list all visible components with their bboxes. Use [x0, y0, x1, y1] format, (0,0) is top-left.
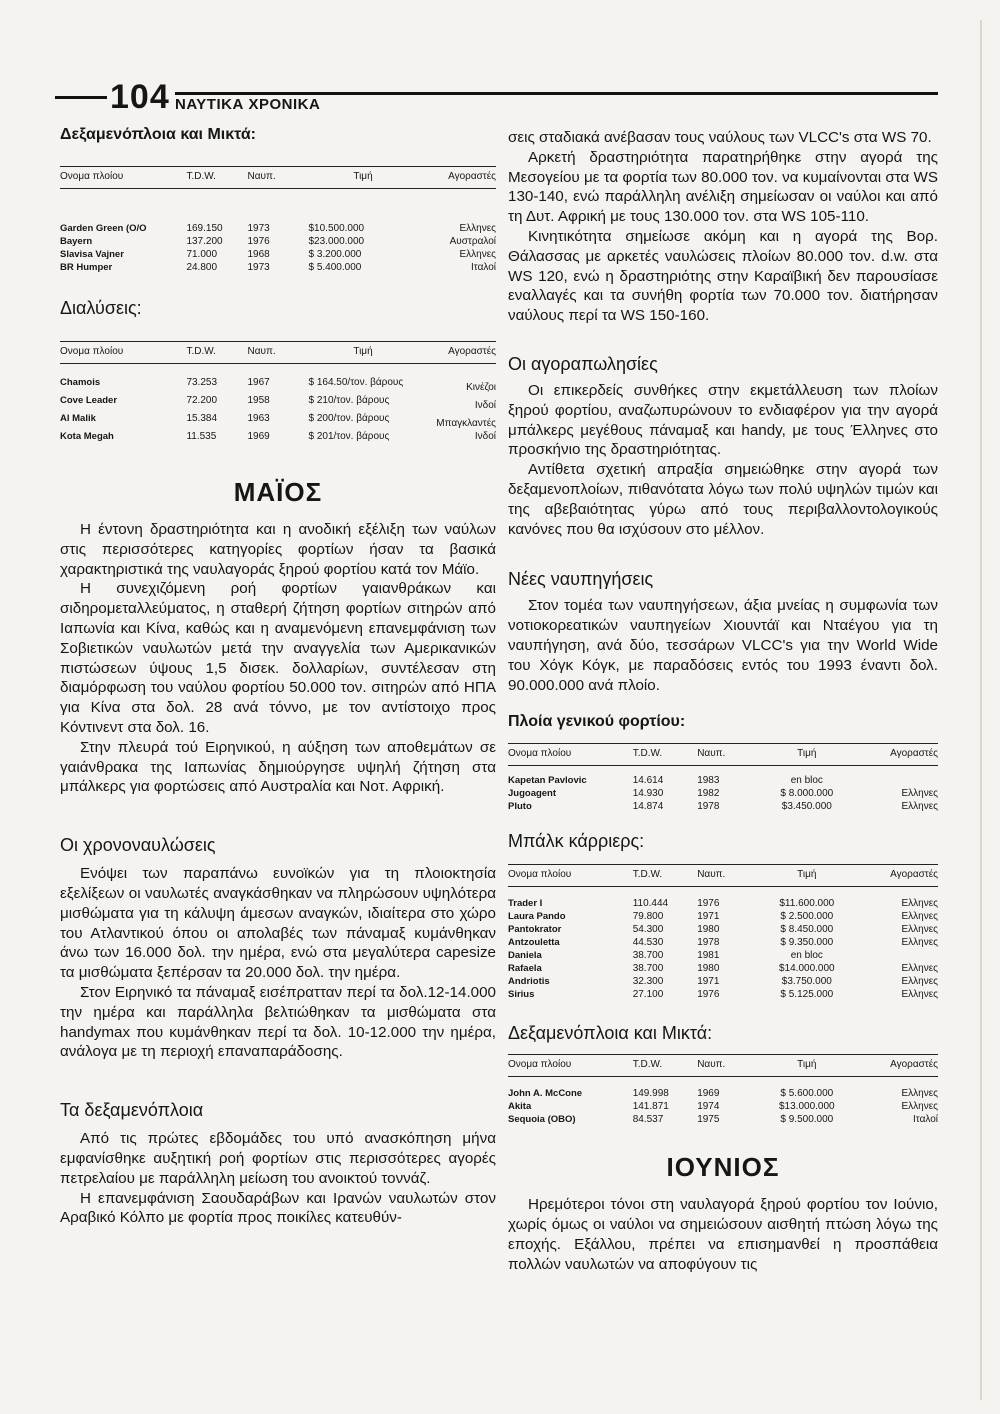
ship-price: $ 201/τον. βάρους [308, 431, 390, 442]
ship-built: 1982 [697, 788, 720, 800]
section-title: Οι αγοραπωλησίες [508, 353, 658, 374]
ship-built: 1968 [247, 249, 270, 260]
section-title: Νέες ναυπηγήσεις [508, 569, 654, 590]
month-heading: ΜΑΪΟΣ [233, 477, 323, 507]
col-header-built: Ναυπ. [247, 167, 308, 189]
ship-tdw: 11.535 [186, 431, 217, 442]
table-header-row [508, 1055, 938, 1077]
ship-built: 1973 [247, 262, 270, 273]
tankers-table-2 [508, 1054, 938, 1126]
ship-buyers: Ελληνες [901, 1101, 938, 1113]
col-header-tdw: T.D.W. [633, 1055, 698, 1077]
tankers-text-section [60, 1100, 496, 1228]
paragraph: Στον Ειρηνικό τα πάναμαξ εισέπρατταν περί τα δολ.12-14.000 την ημέρα και παράλληλα βελτιώθηκαν τα μισθώματα στα handymax που κυμάνθηκαν περί τα δολ. 10-12.000 την ημέρα, ανάλογα με τη περιοχή επαναπαράδοσης. [60, 983, 496, 1061]
table-header-row [60, 167, 496, 189]
col-header-price: Τιμή [757, 744, 856, 766]
demolitions-table [60, 341, 496, 443]
ship-built: 1980 [697, 963, 720, 975]
paragraph: σεις σταδιακά ανέβασαν τους ναύλους των VLCC's στα WS 70. [508, 129, 932, 146]
table-row [60, 235, 496, 248]
ship-price: $11.600.000 [779, 898, 835, 910]
ship-tdw: 38.700 [632, 963, 664, 975]
may-section [60, 477, 496, 797]
ship-built: 1971 [697, 911, 720, 923]
ship-name: Cove Leader [60, 395, 118, 406]
ship-tdw: 38.700 [632, 950, 664, 962]
tankers-continued [508, 128, 938, 326]
ship-name: Daniela [508, 950, 542, 962]
ship-buyers: Ελληνες [901, 989, 938, 1001]
table-header-row [60, 342, 496, 364]
ship-built: 1969 [247, 431, 270, 442]
paragraph: Κινητικότητα σημείωσε ακόμη και η αγορά της Βορ. Θάλασσας με αρκετές ναυλώσεις πλοίων 80.000 τον. d.w. στα WS 120, ενώ η δραστηριότης στην Καραϊβική δεν παρουσίασε εναλλαγές και τα συνήθη φορτία των 70.000 τον. διατήρησαν ναύλους περί τα WS 150-160. [508, 227, 938, 325]
col-header-name: Ονομα πλοίου [508, 744, 633, 766]
col-header-buyers: Αγοραστές [418, 167, 497, 189]
ship-built: 1981 [697, 950, 720, 962]
ship-tdw: 15.384 [186, 413, 218, 424]
ship-tdw: 14.874 [632, 801, 664, 813]
ship-built: 1983 [697, 775, 720, 787]
ship-name: Al Malik [60, 413, 96, 424]
ship-price: $ 210/τον. βάρους [308, 395, 390, 406]
paragraph: Στον τομέα των ναυπηγήσεων, άξια μνείας η συμφωνία των νοτιοκορεατικών ναυπηγείων Χιουντάϊ και Νταέγου για τη ναυπήγηση, ανά δύο, τεσσάρων VLCC's για την World Wide του Χόγκ Κόγκ, με παραδόσεις εντός του 1993 έναντι δολ. 90.000.000 ανά πλοίο. [508, 597, 938, 694]
paragraph: Η επανεμφάνιση Σαουδαράβων και Ιρανών ναυλωτών στον Αραβικό Κόλπο με φορτία προς ποικίλες κατευθύν- [60, 1189, 496, 1227]
paragraph: Στην πλευρά τού Ειρηνικού, η αύξηση των αποθεμάτων σε γαιάνθρακα της Ιαπωνίας δημιούργησε υψηλή ζήτηση στα μπάλκερς για φορτώσεις από Αυστραλία και Νοτ. Αφρική. [60, 738, 496, 796]
col-header-buyers: Αγοραστές [856, 865, 938, 887]
paragraph: Αντίθετα σχετική απραξία σημειώθηκε στην αγορά των δεξαμενοπλοίων, πιθανότατα λόγω των πολύ υψηλών τιμών και της αβεβαιότητας γύρω από τους περιβαλλοντολογικούς κανόνες που θα ισχύσουν στο μέλλον. [508, 461, 938, 538]
col-header-price: Τιμή [309, 167, 418, 189]
ship-price: en bloc [790, 950, 823, 962]
ship-name: Slavisa Vajner [60, 249, 124, 260]
ship-name: Rafaela [508, 963, 542, 975]
table-row [60, 376, 496, 394]
col-header-built: Ναυπ. [247, 342, 308, 364]
paragraph: Η έντονη δραστηριότητα και η ανοδική εξέλιξη των ναύλων στις περισσότερες κατηγορίες φορτίων ήσαν τα βασικά χαρακτηριστικά της ναυλαγοράς ξηρού φορτίου κατά τον Μάϊο. [60, 521, 496, 578]
ship-name: Pantokrator [508, 924, 562, 936]
ship-built: 1963 [247, 413, 270, 424]
ship-buyers: Ελληνες [901, 937, 938, 949]
ship-tdw: 137.200 [186, 236, 223, 247]
table-row [60, 261, 496, 274]
table-row [508, 897, 938, 910]
timecharters-section [60, 835, 496, 1062]
ship-tdw: 24.800 [186, 262, 218, 273]
ship-buyers: Ιταλοί [471, 262, 496, 273]
ship-name: Trader I [508, 898, 543, 910]
col-header-buyers: Αγοραστές [856, 744, 938, 766]
ship-price: $13.000.000 [779, 1101, 835, 1113]
ship-price: $3.750.000 [781, 976, 832, 988]
ship-buyers [856, 774, 938, 787]
ship-built: 1973 [247, 223, 270, 234]
ship-price: $ 9.350.000 [780, 937, 834, 949]
ship-tdw: 149.998 [632, 1088, 669, 1100]
section-title: Τα δεξαμενόπλοια [60, 1100, 204, 1121]
ship-buyers: Ελληνες [901, 898, 938, 910]
ship-name: Sequoia (OBO) [508, 1114, 576, 1126]
col-header-price: Τιμή [309, 342, 418, 364]
ship-name: Bayern [60, 236, 93, 247]
col-header-tdw: T.D.W. [633, 744, 698, 766]
ship-price: $ 5.400.000 [308, 262, 362, 273]
sales-section [508, 354, 938, 539]
ship-buyers: Ιταλοί [913, 1114, 938, 1126]
ship-name: Laura Pando [508, 911, 566, 923]
ship-price: $14.000.000 [779, 963, 835, 975]
ship-tdw: 14.930 [632, 788, 664, 800]
table-row [508, 1113, 938, 1126]
ship-price: $ 200/τον. βάρους [308, 413, 390, 424]
ship-name: John A. McCone [508, 1088, 583, 1100]
table-row [508, 800, 938, 813]
general-cargo-table [508, 743, 938, 813]
table-row [508, 1100, 938, 1113]
ship-price: en bloc [790, 775, 823, 787]
ship-tdw: 54.300 [632, 924, 664, 936]
col-header-built: Ναυπ. [697, 744, 757, 766]
ship-buyers: Ελληνες [901, 963, 938, 975]
tankers-section-1 [60, 126, 496, 274]
right-column [508, 128, 938, 1275]
col-header-name: Ονομα πλοίου [508, 865, 633, 887]
ship-built: 1976 [697, 989, 720, 1001]
paragraph: Ενόψει των παραπάνω ευνοϊκών για τη πλοιοκτησία εξελίξεων οι ναυλωτές αναγκάσθηκαν να πληρώσουν υψηλότερα μισθώματα για τη κάλυψη άμεσων αναγκών, ιδιαίτερα στο χώρο του Ατλαντικού όπου οι απολαβές των πάναμαξ κυμάνθηκαν άνω των 16.000 δολ. την ημέρα, ενώ στα μεγαλύτερα capesize τα μισθώματα ξεπέρσαν τα 20.000 δολ. την ημέρα. [60, 865, 496, 982]
ship-price: $ 164.50/τον. βάρους [308, 377, 404, 388]
ship-name: Sirius [508, 989, 535, 1001]
table-row [508, 962, 938, 975]
ship-tdw: 141.871 [632, 1101, 669, 1113]
june-section [508, 1152, 938, 1274]
col-header-name: Ονομα πλοίου [60, 167, 186, 189]
ship-price: $ 8.000.000 [780, 788, 834, 800]
ship-built: 1978 [697, 937, 720, 949]
ship-tdw: 27.100 [632, 989, 664, 1001]
ship-built: 1974 [697, 1101, 720, 1113]
ship-price: $23.000.000 [308, 236, 365, 247]
ship-tdw: 71.000 [186, 249, 218, 260]
col-header-built: Ναυπ. [697, 865, 757, 887]
ship-price: $10.500.000 [308, 223, 365, 234]
table-row [508, 910, 938, 923]
ship-name: Kota Megah [60, 431, 114, 442]
ship-name: Pluto [508, 801, 532, 813]
ship-buyers [856, 949, 938, 962]
ship-buyers: Ινδοί [474, 431, 496, 442]
ship-buyers: Ελληνες [901, 976, 938, 988]
ship-built: 1980 [697, 924, 720, 936]
section-title: Δεξαμενόπλοια και Μικτά: [60, 126, 256, 143]
ship-name: BR Humper [60, 262, 113, 273]
ship-buyers: Ελληνες [901, 924, 938, 936]
header-rule-left [55, 96, 107, 99]
ship-buyers: Αυστραλοί [449, 236, 496, 247]
section-title: Πλοία γενικού φορτίου: [508, 713, 686, 731]
page-number: 104 [110, 78, 170, 116]
header-rule-right [175, 92, 938, 95]
ship-built: 1967 [247, 377, 270, 388]
col-header-name: Ονομα πλοίου [508, 1055, 633, 1077]
section-title: Οι χρονοναυλώσεις [60, 835, 216, 856]
ship-built: 1958 [247, 395, 270, 406]
table-row [508, 975, 938, 988]
ship-tdw: 72.200 [186, 395, 218, 406]
ship-price: $ 5.600.000 [780, 1088, 834, 1100]
ship-buyers: Ελληνες [901, 911, 938, 923]
paragraph: Οι επικερδείς συνθήκες στην εκμετάλλευση των πλοίων ξηρού φορτίου, αναζωπυρώνουν το ενδιαφέρον για την αγορά μπάλκερς μεγέθους πάναμαξ και handy, με τους Έλληνες στο προσκήνιο της δραστηριότητας. [508, 381, 938, 459]
col-header-name: Ονομα πλοίου [60, 342, 186, 364]
table-header-row [508, 865, 938, 887]
table-header-row [508, 744, 938, 766]
table-row [60, 209, 496, 235]
newbuildings-section [508, 569, 938, 695]
general-cargo-section [508, 713, 938, 813]
page-edge [980, 20, 982, 1400]
ship-buyers: Ελληνες [901, 1088, 938, 1100]
table-row [508, 936, 938, 949]
section-title: Μπάλκ κάρριερς: [508, 831, 645, 852]
table-row [508, 787, 938, 800]
ship-buyers: Κινέζοι [466, 382, 496, 393]
bulk-carriers-section [508, 831, 938, 1001]
ship-tdw: 32.300 [632, 976, 664, 988]
col-header-tdw: T.D.W. [633, 865, 698, 887]
ship-buyers: Μπαγκλαντές [436, 418, 496, 429]
ship-name: Andriotis [508, 976, 550, 988]
ship-built: 1978 [697, 801, 720, 813]
tankers-section-2 [508, 1023, 938, 1126]
paragraph: Από τις πρώτες εβδομάδες του υπό ανασκόπηση μήνα εμφανίσθηκε αυξητική ροή φορτίων στις περισσότερες αγορές πετρελαίου με παράλληλη μείωση του ανοικτού τοννάζ. [60, 1130, 496, 1187]
table-row [508, 1087, 938, 1100]
ship-price: $ 3.200.000 [308, 249, 362, 260]
ship-buyers: Ελληνες [901, 788, 938, 800]
month-heading: ΙΟΥΝΙΟΣ [666, 1152, 780, 1183]
ship-built: 1976 [247, 236, 270, 247]
table-row [508, 923, 938, 936]
ship-name: Chamois [60, 377, 101, 388]
col-header-built: Ναυπ. [697, 1055, 757, 1077]
table-row [60, 412, 496, 430]
ship-name: Akita [508, 1101, 532, 1113]
col-header-price: Τιμή [757, 1055, 856, 1077]
ship-name: Kapetan Pavlovic [508, 775, 587, 787]
bulk-carriers-table [508, 864, 938, 1001]
ship-tdw: 73.253 [186, 377, 218, 388]
ship-name: Antzouletta [508, 937, 560, 949]
section-title: Διαλύσεις: [60, 298, 142, 318]
ship-name: Jugoagent [508, 788, 557, 800]
ship-built: 1976 [697, 898, 720, 910]
ship-built: 1971 [697, 976, 720, 988]
table-row [508, 988, 938, 1001]
col-header-buyers: Αγοραστές [418, 342, 497, 364]
ship-price: $3.450.000 [781, 801, 832, 813]
ship-tdw: 84.537 [632, 1114, 664, 1126]
col-header-tdw: T.D.W. [186, 167, 247, 189]
table-row [60, 430, 496, 443]
ship-tdw: 110.444 [632, 898, 669, 910]
left-column [60, 126, 496, 1228]
table-row [60, 248, 496, 261]
ship-price: $ 5.125.000 [780, 989, 834, 1001]
ship-price: $ 9.500.000 [780, 1114, 834, 1126]
ship-tdw: 14.614 [632, 775, 664, 787]
col-header-price: Τιμή [757, 865, 856, 887]
ship-name: Garden Green (O/O [60, 223, 147, 234]
paragraph: Αρκετή δραστηριότητα παρατηρήθηκε στην αγορά της Μεσογείου με τα φορτία των 80.000 τον. να κυμαίνονται στα WS 130-140, ενώ παράλληλη ανέλιξη σημείωσαν οι ναύλοι και από τη Δυτ. Αφρική με τους 130.000 τον. στα WS 105-110. [508, 148, 938, 226]
paragraph: Ηρεμότεροι τόνοι στη ναυλαγορά ξηρού φορτίου τον Ιούνιο, χωρίς όμως οι ναύλοι να σημειώσουν αισθητή πτώση λόγω της εποχής. Εξάλλου, πρέπει να επισημανθεί η προσπάθεια πολλών ναυλωτών να αποφύγουν τις [508, 1196, 938, 1273]
ship-buyers: Ελληνες [901, 801, 938, 813]
ship-tdw: 79.800 [632, 911, 664, 923]
publication-title: ΝΑΥΤΙΚΑ ΧΡΟΝΙΚΑ [175, 96, 321, 113]
ship-tdw: 169.150 [186, 223, 223, 234]
ship-buyers: Ελληνες [459, 223, 496, 234]
ship-built: 1975 [697, 1114, 720, 1126]
table-row [508, 774, 938, 787]
tankers-table-1 [60, 166, 496, 274]
section-title: Δεξαμενόπλοια και Μικτά: [508, 1023, 713, 1044]
table-row [60, 394, 496, 412]
ship-price: $ 2.500.000 [780, 911, 834, 923]
paragraph: Η συνεχιζόμενη ροή φορτίων γαιανθράκων και σιδηρομεταλλεύματος, η σταθερή ζήτηση φορτίων σιτηρών από Ιαπωνία και Κίνα, καθώς και η αναμενόμενη επανεμφάνιση των Σοβιετικών ναυλωτών μετά την αναγγελία των Αμερικανικών πιστώσεων ύψους 1,5 δισεκ. δολλαρίων, συντέλεσαν στη διαμόρφωση του ναύλου φορτίου 50.000 τον. σιτηρών από ΗΠΑ για Κίνα στα δολ. 28 ανά τόννο, με τον αντίστοιχο προς Κόντινεντ στα δολ. 16. [60, 580, 496, 736]
demolitions-section [60, 298, 496, 443]
ship-buyers: Ινδοί [474, 400, 496, 411]
ship-built: 1969 [697, 1088, 720, 1100]
ship-tdw: 44.530 [632, 937, 664, 949]
col-header-tdw: T.D.W. [186, 342, 247, 364]
ship-price: $ 8.450.000 [780, 924, 834, 936]
col-header-buyers: Αγοραστές [856, 1055, 938, 1077]
ship-buyers: Ελληνες [459, 249, 496, 260]
table-row [508, 949, 938, 962]
